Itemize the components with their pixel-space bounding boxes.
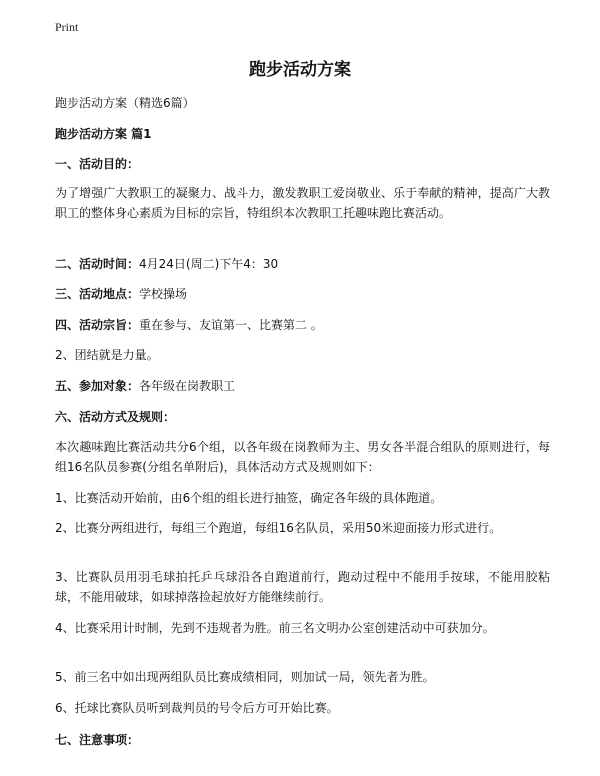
rule-item: 6、托球比赛队员听到裁判员的号令后方可开始比赛。 — [55, 701, 339, 715]
rule-item: 2、比赛分两组进行，每组三个跑道，每组16名队员，采用50米迎面接力形式进行。 — [55, 521, 502, 535]
method-intro: 本次趣味跑比赛活动共分6个组，以各年级在岗教师为主、男女各半混合组队的原则进行，每组16名队员参赛(分组名单附后)，具体活动方式及规则如下： — [55, 440, 550, 474]
participants-value: 各年级在岗教职工 — [139, 379, 236, 393]
rule-item: 1、比赛活动开始前，由6个组的组长进行抽签，确定各年级的具体跑道。 — [55, 491, 443, 505]
purpose-heading: 一、活动目的： — [55, 157, 140, 171]
time-value: 4月24日(周二)下午4：30 — [139, 257, 279, 271]
rule-item: 5、前三名中如出现两组队员比赛成绩相同，则加试一局，领先者为胜。 — [55, 670, 435, 684]
time-heading: 二、活动时间： — [55, 257, 140, 271]
rule-item: 3、比赛队员用羽毛球拍托乒乓球沿各自跑道前行，跑动过程中不能用手按球，不能用胶粘球，不能用破球，如球掉落捡起放好方能继续前行。 — [55, 570, 550, 604]
place-row — [55, 285, 545, 304]
aim-value: 重在参与、友谊第一、比赛第二 。 — [139, 318, 323, 332]
method-heading: 六、活动方式及规则： — [55, 410, 176, 424]
place-value: 学校操场 — [139, 287, 188, 301]
participants-row — [55, 377, 545, 396]
aim-heading: 四、活动宗旨： — [55, 318, 140, 332]
rule-item: 4、比赛采用计时制，先到不违规者为胜。前三名文明办公室创建活动中可获加分。 — [55, 621, 495, 635]
participants-heading: 五、参加对象： — [55, 379, 140, 393]
document-subtitle: 跑步活动方案（精选6篇） — [55, 96, 195, 110]
place-heading: 三、活动地点： — [55, 287, 140, 301]
aim-row — [55, 316, 545, 335]
purpose-text: 为了增强广大教职工的凝聚力、战斗力，激发教职工爱岗敬业、乐于奉献的精神，提高广大教职工的整体身心素质为目标的宗旨，特组织本次教职工托趣味跑比赛活动。 — [55, 186, 550, 220]
notes-heading: 七、注意事项： — [55, 733, 140, 747]
document-title: 跑步活动方案 — [249, 60, 351, 80]
print-label: Print — [55, 20, 79, 34]
time-row — [55, 255, 545, 274]
aim-item-2: 2、团结就是力量。 — [55, 348, 159, 362]
section-title: 跑步活动方案 篇1 — [55, 127, 152, 141]
